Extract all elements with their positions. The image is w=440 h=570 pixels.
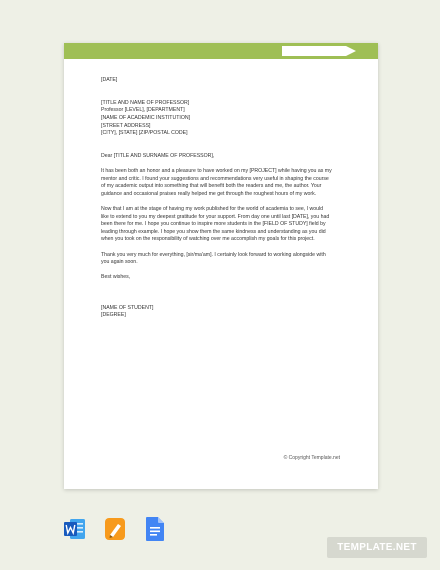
google-docs-icon[interactable] (144, 516, 166, 542)
recipient-line: [TITLE AND NAME OF PROFESSOR] (101, 99, 190, 106)
recipient-line: [STREET ADDRESS] (101, 122, 151, 129)
paragraph-line: leading through example. I hope you show them the same kindness and understanding as you did (101, 228, 326, 235)
paragraph-line: Thank you very much for everything, [sir/ma'am]. I certainly look forward to working alongside with (101, 251, 326, 258)
recipient-line: Professor [LEVEL], [DEPARTMENT] (101, 107, 185, 114)
word-icon[interactable] (64, 516, 86, 542)
letter-body (101, 77, 343, 320)
paragraph-line: mentor and critic. I found your suggestions and recommendations very useful in shaping the course (101, 175, 329, 182)
paragraph-line: Now that I am at the stage of having my work published for the world of academia to see, I would (101, 206, 324, 213)
letter-salutation: Dear [TITLE AND SURNAME OF PROFESSOR], (101, 152, 215, 159)
letter-date: [DATE] (101, 77, 118, 83)
letter-closing: Best wishes, (101, 274, 131, 281)
paragraph-line: you again soon. (101, 259, 138, 266)
paragraph-line: of my academic output into something that will benefit both the readers and me, the author. Your (101, 183, 322, 190)
paragraph-line: guidance and occasional praises really helped me get through the roughest hours of my work. (101, 190, 317, 197)
signature-line: [NAME OF STUDENT] (101, 304, 154, 311)
paragraph-line: when you took on the responsibility of watching over me accomplish my goals for this project. (101, 236, 315, 243)
header-tab-arrow (346, 46, 356, 56)
signature-line: [DEGREE] (101, 312, 126, 319)
copyright-notice: © Copyright Template.net (283, 455, 340, 461)
header-tab (282, 46, 346, 56)
template-net-logo: TEMPLATE.NET (327, 537, 427, 558)
paragraph-line: been there for me. I hope you continue to inspire more students in the [FIELD OF STUDY] field by (101, 221, 326, 228)
recipient-line: [NAME OF ACADEMIC INSTITUTION] (101, 114, 191, 121)
pages-icon[interactable] (104, 516, 126, 542)
recipient-line: [CITY], [STATE] [ZIP/POSTAL CODE] (101, 130, 188, 137)
letter-preview-page (64, 43, 378, 489)
paragraph-line: It has been both an honor and a pleasure to have worked on my [PROJECT] while having you as my (101, 168, 332, 175)
paragraph-line: like to extend to you my deepest gratitude for your support. From day one until last [DATE], you had (101, 213, 330, 220)
